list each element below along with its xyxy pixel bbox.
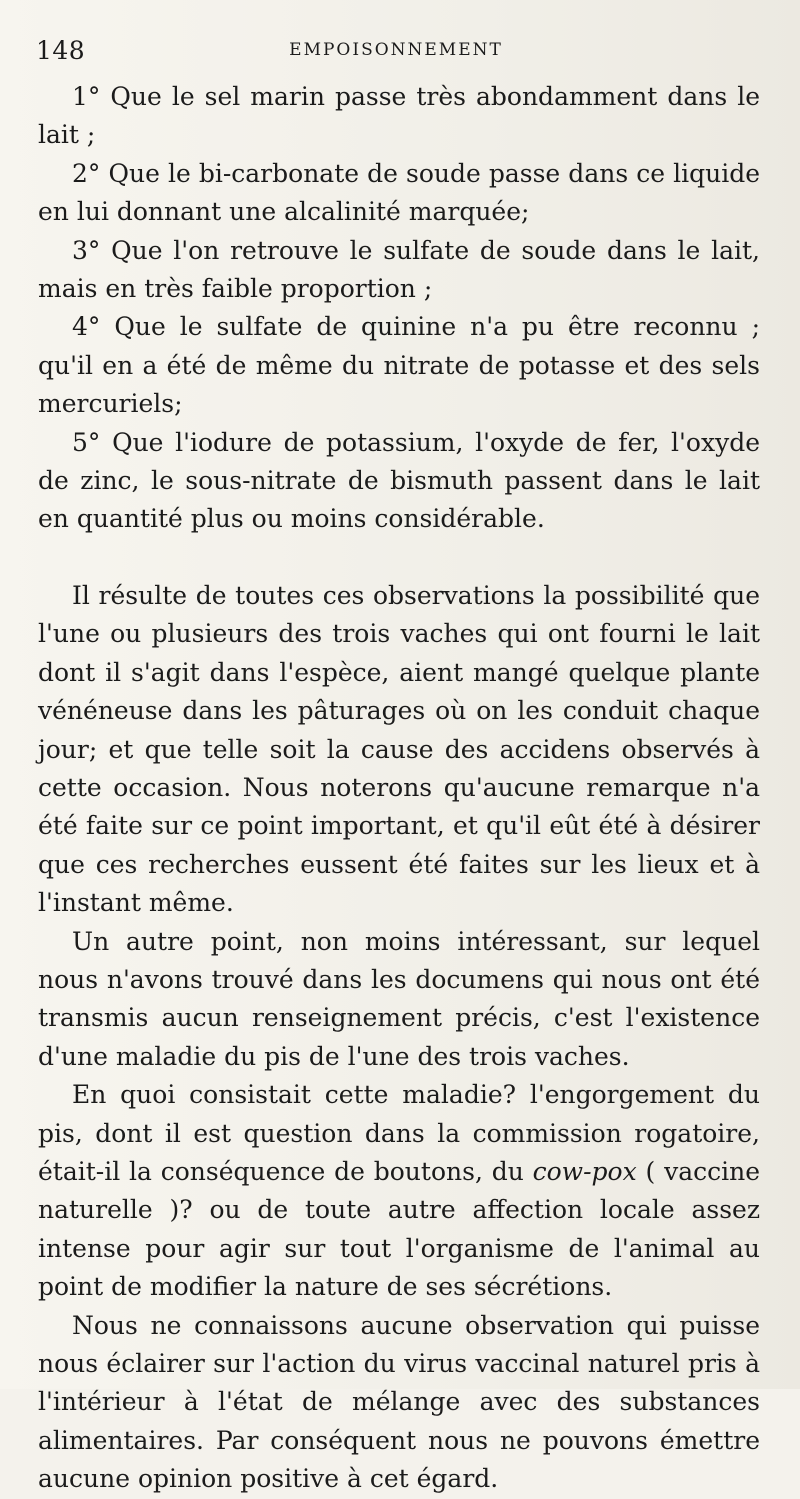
list-item: 4° Que le sulfate de quinine n'a pu être reconnu ; qu'il en a été de même du nitrate de potasse et des sels mercuriels; xyxy=(38,312,760,419)
page-number: 148 xyxy=(36,36,86,65)
list-item: 3° Que l'on retrouve le sulfate de soude dans le lait, mais en très faible proportion ; xyxy=(38,235,760,304)
paragraph-text: ( vaccine naturelle )? ou de toute autre affection locale assez intense pour agir sur tout l'organisme de l'animal au point de modifier la nature de ses sécrétions. xyxy=(38,1156,760,1302)
list-item: 2° Que le bi-carbonate de soude passe dans ce liquide en lui donnant une alcalinité marquée; xyxy=(38,158,760,227)
page-header xyxy=(36,36,756,66)
paragraph: Un autre point, non moins intéressant, sur lequel nous n'avons trouvé dans les documens qui nous ont été transmis aucun renseignement précis, c'est l'existence d'une maladie du pis de l'une des trois vaches. xyxy=(38,926,760,1071)
italic-term: cow-pox xyxy=(532,1156,637,1186)
list-item: 5° Que l'iodure de potassium, l'oxyde de fer, l'oxyde de zinc, le sous-nitrate de bismuth passent dans le lait en quantité plus ou moins considérable. xyxy=(38,427,760,534)
paragraph-text: En quoi consistait cette maladie? l'engorgement du pis, dont il est question dans la commission rogatoire, était-il la conséquence de boutons, du xyxy=(38,1080,760,1186)
paragraph: Il résulte de toutes ces observations la possibilité que l'une ou plusieurs des trois vaches qui ont fourni le lait dont il s'agit dans l'espèce, aient mangé quelque plante vénéneuse dans les pâturages où on les conduit chaque jour; et que telle soit la cause des accidens observés à cette occasion. Nous noterons qu'aucune remarque n'a été faite sur ce point important, et qu'il eût été à désirer que ces recherches eussent été faites sur les lieux et à l'instant même. xyxy=(38,580,760,918)
list-item: 1° Que le sel marin passe très abondamment dans le lait ; xyxy=(38,82,760,150)
running-title: EMPOISONNEMENT xyxy=(289,40,503,60)
paragraph xyxy=(38,1076,760,1306)
paragraph: Nous ne connaissons aucune observation qui puisse nous éclairer sur l'action du virus vaccinal naturel pris à l'intérieur à l'état de mélange avec des substances alimentaires. Par conséquent nous ne pouvons émettre aucune opinion positive à cet égard. xyxy=(38,1310,760,1494)
page-body xyxy=(38,78,760,1499)
numbered-list xyxy=(38,78,760,539)
